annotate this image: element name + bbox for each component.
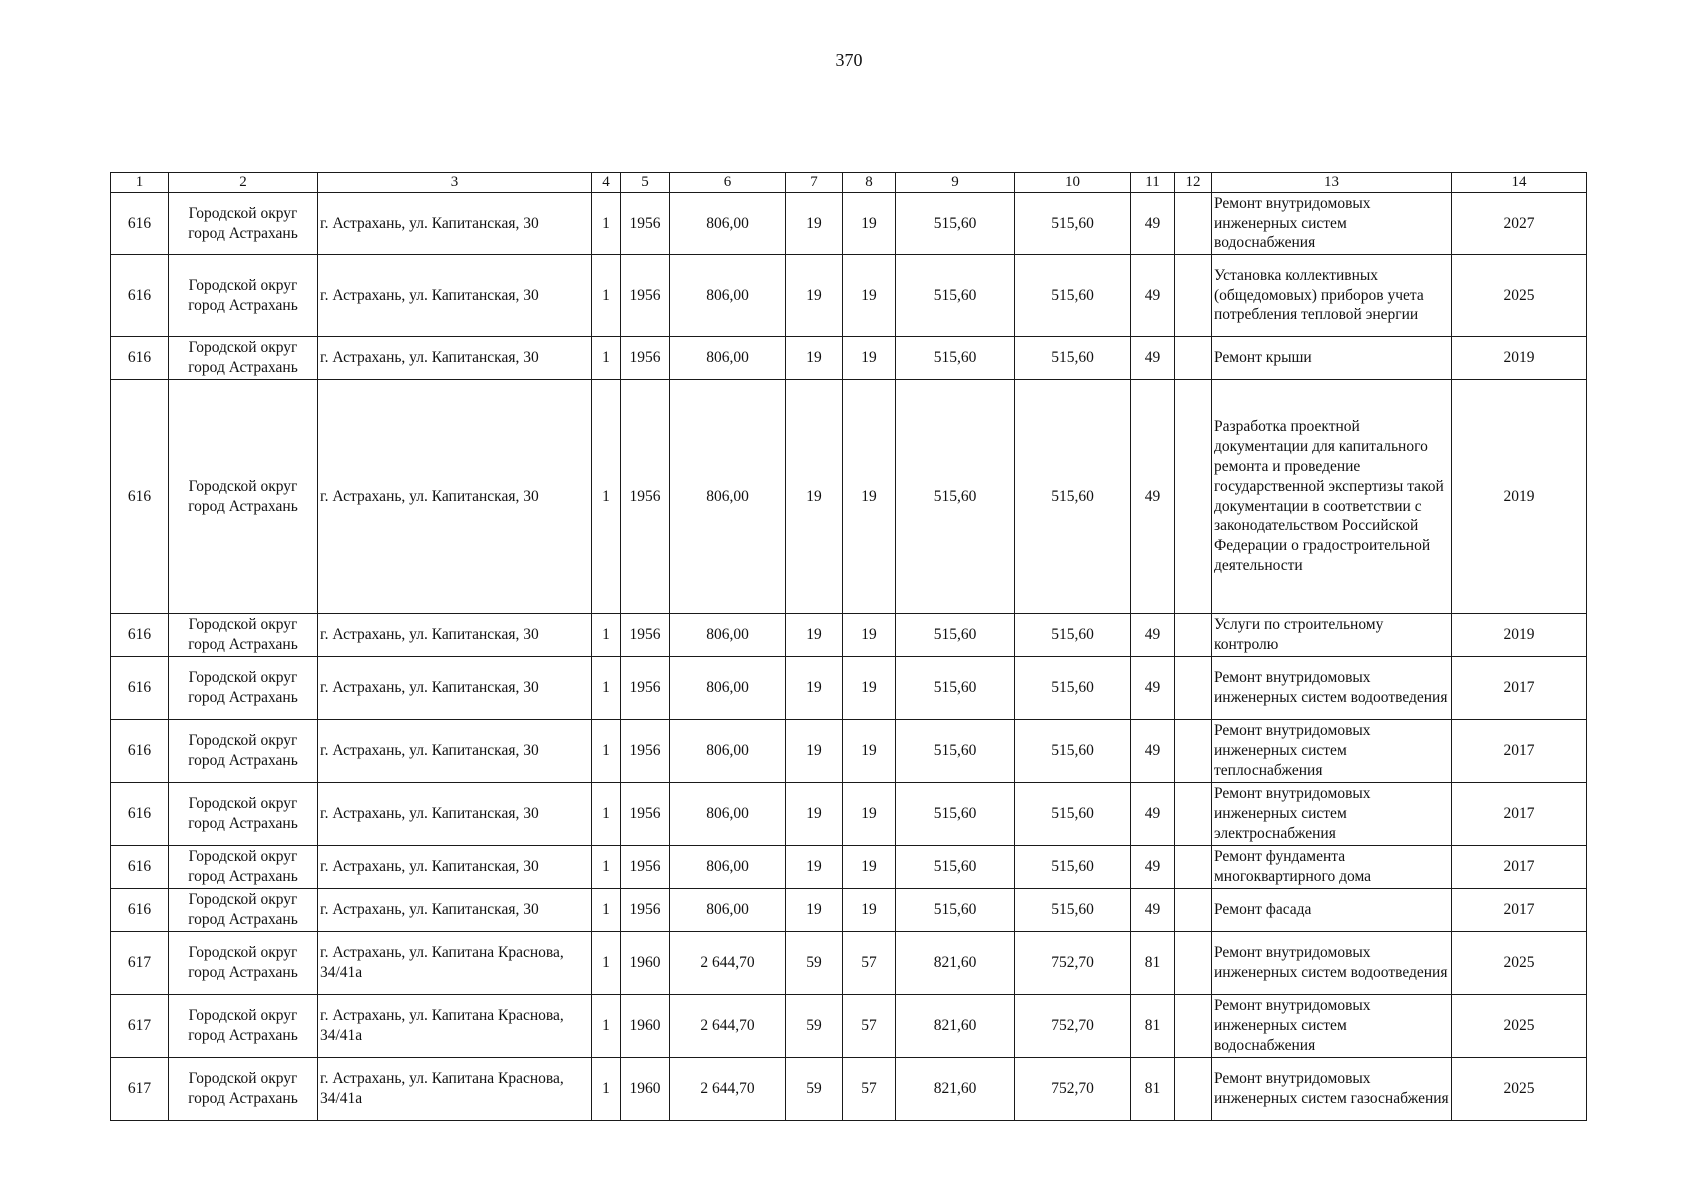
- cell-total-area: 806,00: [670, 720, 786, 783]
- cell-value-12: [1175, 380, 1212, 614]
- cell-house-count: 1: [592, 889, 621, 932]
- cell-total-area: 2 644,70: [670, 932, 786, 995]
- cell-municipality: Городской округ город Астрахань: [169, 846, 318, 889]
- cell-build-year: 1960: [621, 932, 670, 995]
- cell-work-type: Разработка проектной документации для капитального ремонта и проведение государственной экспертизы такой документации в соответствии с законодательством Российской Федерации о градостроительной деятельности: [1212, 380, 1452, 614]
- cell-value-7: 19: [786, 657, 843, 720]
- cell-area-10: 515,60: [1015, 614, 1131, 657]
- cell-municipality: Городской округ город Астрахань: [169, 995, 318, 1058]
- cell-value-7: 19: [786, 846, 843, 889]
- col-header-5: 5: [621, 173, 670, 193]
- cell-house-count: 1: [592, 995, 621, 1058]
- cell-municipality: Городской округ город Астрахань: [169, 380, 318, 614]
- cell-address: г. Астрахань, ул. Капитана Краснова, 34/41а: [318, 995, 592, 1058]
- cell-planned-year: 2017: [1452, 720, 1587, 783]
- cell-house-count: 1: [592, 932, 621, 995]
- cell-residents: 81: [1131, 1058, 1175, 1121]
- cell-address: г. Астрахань, ул. Капитана Краснова, 34/41а: [318, 1058, 592, 1121]
- cell-area-10: 515,60: [1015, 846, 1131, 889]
- table-row: [111, 783, 1587, 846]
- cell-value-12: [1175, 337, 1212, 380]
- page-number: 370: [835, 50, 863, 70]
- cell-municipality: Городской округ город Астрахань: [169, 614, 318, 657]
- cell-total-area: 2 644,70: [670, 1058, 786, 1121]
- cell-build-year: 1956: [621, 255, 670, 337]
- cell-residents: 49: [1131, 193, 1175, 255]
- table-row: [111, 932, 1587, 995]
- cell-address: г. Астрахань, ул. Капитана Краснова, 34/41а: [318, 932, 592, 995]
- cell-municipality: Городской округ город Астрахань: [169, 657, 318, 720]
- cell-value-12: [1175, 783, 1212, 846]
- cell-planned-year: 2017: [1452, 657, 1587, 720]
- cell-row-number: 616: [111, 193, 169, 255]
- cell-value-7: 59: [786, 1058, 843, 1121]
- table-row: [111, 889, 1587, 932]
- cell-house-count: 1: [592, 720, 621, 783]
- cell-work-type: Ремонт фундамента многоквартирного дома: [1212, 846, 1452, 889]
- cell-residents: 49: [1131, 783, 1175, 846]
- cell-value-7: 19: [786, 889, 843, 932]
- cell-row-number: 616: [111, 614, 169, 657]
- cell-address: г. Астрахань, ул. Капитанская, 30: [318, 614, 592, 657]
- cell-value-12: [1175, 720, 1212, 783]
- cell-value-7: 19: [786, 720, 843, 783]
- cell-area-10: 515,60: [1015, 889, 1131, 932]
- cell-value-7: 19: [786, 193, 843, 255]
- cell-municipality: Городской округ город Астрахань: [169, 193, 318, 255]
- cell-value-8: 57: [843, 932, 896, 995]
- cell-work-type: Ремонт внутридомовых инженерных систем газоснабжения: [1212, 1058, 1452, 1121]
- table-row: [111, 995, 1587, 1058]
- cell-municipality: Городской округ город Астрахань: [169, 783, 318, 846]
- header-row: [111, 173, 1587, 193]
- cell-area-9: 515,60: [896, 783, 1015, 846]
- cell-address: г. Астрахань, ул. Капитанская, 30: [318, 193, 592, 255]
- cell-value-8: 57: [843, 1058, 896, 1121]
- cell-area-9: 821,60: [896, 932, 1015, 995]
- cell-planned-year: 2025: [1452, 995, 1587, 1058]
- table-row: [111, 657, 1587, 720]
- cell-build-year: 1956: [621, 614, 670, 657]
- cell-area-9: 515,60: [896, 193, 1015, 255]
- cell-planned-year: 2019: [1452, 337, 1587, 380]
- cell-residents: 49: [1131, 380, 1175, 614]
- cell-total-area: 806,00: [670, 846, 786, 889]
- cell-planned-year: 2019: [1452, 614, 1587, 657]
- cell-value-7: 19: [786, 337, 843, 380]
- cell-address: г. Астрахань, ул. Капитанская, 30: [318, 889, 592, 932]
- cell-build-year: 1960: [621, 995, 670, 1058]
- cell-planned-year: 2017: [1452, 846, 1587, 889]
- cell-residents: 49: [1131, 889, 1175, 932]
- cell-address: г. Астрахань, ул. Капитанская, 30: [318, 783, 592, 846]
- cell-total-area: 806,00: [670, 380, 786, 614]
- cell-value-8: 19: [843, 614, 896, 657]
- cell-value-7: 59: [786, 932, 843, 995]
- cell-address: г. Астрахань, ул. Капитанская, 30: [318, 380, 592, 614]
- cell-residents: 49: [1131, 255, 1175, 337]
- table-row: [111, 255, 1587, 337]
- cell-area-9: 515,60: [896, 720, 1015, 783]
- cell-area-9: 515,60: [896, 614, 1015, 657]
- cell-value-8: 19: [843, 846, 896, 889]
- cell-value-8: 19: [843, 255, 896, 337]
- col-header-4: 4: [592, 173, 621, 193]
- col-header-12: 12: [1175, 173, 1212, 193]
- cell-value-7: 19: [786, 380, 843, 614]
- cell-value-7: 19: [786, 255, 843, 337]
- cell-area-9: 515,60: [896, 337, 1015, 380]
- cell-value-7: 19: [786, 783, 843, 846]
- cell-value-8: 19: [843, 783, 896, 846]
- col-header-8: 8: [843, 173, 896, 193]
- cell-value-8: 19: [843, 337, 896, 380]
- cell-row-number: 617: [111, 1058, 169, 1121]
- cell-residents: 81: [1131, 932, 1175, 995]
- cell-residents: 49: [1131, 657, 1175, 720]
- cell-area-10: 515,60: [1015, 337, 1131, 380]
- cell-address: г. Астрахань, ул. Капитанская, 30: [318, 720, 592, 783]
- col-header-9: 9: [896, 173, 1015, 193]
- cell-work-type: Ремонт внутридомовых инженерных систем электроснабжения: [1212, 783, 1452, 846]
- cell-residents: 49: [1131, 720, 1175, 783]
- cell-row-number: 616: [111, 720, 169, 783]
- cell-row-number: 617: [111, 932, 169, 995]
- cell-value-12: [1175, 889, 1212, 932]
- cell-total-area: 806,00: [670, 657, 786, 720]
- cell-address: г. Астрахань, ул. Капитанская, 30: [318, 846, 592, 889]
- cell-value-8: 57: [843, 995, 896, 1058]
- cell-value-12: [1175, 1058, 1212, 1121]
- cell-build-year: 1956: [621, 380, 670, 614]
- cell-row-number: 616: [111, 846, 169, 889]
- cell-house-count: 1: [592, 380, 621, 614]
- cell-planned-year: 2017: [1452, 889, 1587, 932]
- cell-residents: 49: [1131, 846, 1175, 889]
- col-header-11: 11: [1131, 173, 1175, 193]
- cell-build-year: 1960: [621, 1058, 670, 1121]
- cell-house-count: 1: [592, 1058, 621, 1121]
- cell-address: г. Астрахань, ул. Капитанская, 30: [318, 657, 592, 720]
- cell-row-number: 616: [111, 889, 169, 932]
- cell-total-area: 806,00: [670, 614, 786, 657]
- cell-address: г. Астрахань, ул. Капитанская, 30: [318, 337, 592, 380]
- cell-area-9: 515,60: [896, 889, 1015, 932]
- cell-municipality: Городской округ город Астрахань: [169, 255, 318, 337]
- cell-area-10: 515,60: [1015, 657, 1131, 720]
- col-header-2: 2: [169, 173, 318, 193]
- cell-work-type: Ремонт внутридомовых инженерных систем водоотведения: [1212, 657, 1452, 720]
- cell-row-number: 616: [111, 783, 169, 846]
- cell-area-10: 515,60: [1015, 193, 1131, 255]
- cell-work-type: Ремонт внутридомовых инженерных систем водоснабжения: [1212, 193, 1452, 255]
- cell-total-area: 806,00: [670, 193, 786, 255]
- cell-area-9: 821,60: [896, 1058, 1015, 1121]
- cell-value-8: 19: [843, 720, 896, 783]
- cell-house-count: 1: [592, 255, 621, 337]
- cell-work-type: Установка коллективных (общедомовых) приборов учета потребления тепловой энергии: [1212, 255, 1452, 337]
- cell-work-type: Ремонт внутридомовых инженерных систем теплоснабжения: [1212, 720, 1452, 783]
- cell-total-area: 806,00: [670, 783, 786, 846]
- cell-municipality: Городской округ город Астрахань: [169, 720, 318, 783]
- cell-address: г. Астрахань, ул. Капитанская, 30: [318, 255, 592, 337]
- table-row: [111, 337, 1587, 380]
- cell-planned-year: 2025: [1452, 1058, 1587, 1121]
- cell-total-area: 2 644,70: [670, 995, 786, 1058]
- table-row: [111, 1058, 1587, 1121]
- cell-house-count: 1: [592, 614, 621, 657]
- cell-total-area: 806,00: [670, 255, 786, 337]
- table-row: [111, 614, 1587, 657]
- col-header-10: 10: [1015, 173, 1131, 193]
- cell-value-7: 59: [786, 995, 843, 1058]
- cell-build-year: 1956: [621, 783, 670, 846]
- cell-area-10: 752,70: [1015, 1058, 1131, 1121]
- cell-work-type: Ремонт фасада: [1212, 889, 1452, 932]
- table-body: [111, 193, 1587, 1121]
- cell-value-12: [1175, 193, 1212, 255]
- cell-planned-year: 2025: [1452, 932, 1587, 995]
- cell-build-year: 1956: [621, 846, 670, 889]
- cell-build-year: 1956: [621, 657, 670, 720]
- cell-planned-year: 2019: [1452, 380, 1587, 614]
- cell-residents: 49: [1131, 337, 1175, 380]
- cell-area-9: 515,60: [896, 380, 1015, 614]
- cell-work-type: Услуги по строительному контролю: [1212, 614, 1452, 657]
- cell-municipality: Городской округ город Астрахань: [169, 337, 318, 380]
- cell-house-count: 1: [592, 846, 621, 889]
- col-header-6: 6: [670, 173, 786, 193]
- cell-residents: 81: [1131, 995, 1175, 1058]
- cell-planned-year: 2027: [1452, 193, 1587, 255]
- cell-value-12: [1175, 846, 1212, 889]
- cell-work-type: Ремонт внутридомовых инженерных систем водоснабжения: [1212, 995, 1452, 1058]
- table-row: [111, 193, 1587, 255]
- cell-row-number: 616: [111, 380, 169, 614]
- cell-house-count: 1: [592, 657, 621, 720]
- cell-build-year: 1956: [621, 337, 670, 380]
- cell-area-10: 752,70: [1015, 995, 1131, 1058]
- cell-total-area: 806,00: [670, 889, 786, 932]
- col-header-13: 13: [1212, 173, 1452, 193]
- cell-row-number: 616: [111, 657, 169, 720]
- cell-area-10: 515,60: [1015, 720, 1131, 783]
- cell-house-count: 1: [592, 337, 621, 380]
- cell-area-10: 515,60: [1015, 255, 1131, 337]
- cell-area-10: 515,60: [1015, 783, 1131, 846]
- cell-value-8: 19: [843, 380, 896, 614]
- cell-value-8: 19: [843, 889, 896, 932]
- cell-house-count: 1: [592, 193, 621, 255]
- col-header-7: 7: [786, 173, 843, 193]
- cell-build-year: 1956: [621, 720, 670, 783]
- cell-work-type: Ремонт внутридомовых инженерных систем водоотведения: [1212, 932, 1452, 995]
- cell-build-year: 1956: [621, 193, 670, 255]
- cell-value-12: [1175, 932, 1212, 995]
- cell-value-12: [1175, 657, 1212, 720]
- cell-planned-year: 2017: [1452, 783, 1587, 846]
- cell-area-10: 515,60: [1015, 380, 1131, 614]
- cell-value-12: [1175, 255, 1212, 337]
- repair-program-table: [110, 172, 1587, 1121]
- cell-area-9: 515,60: [896, 255, 1015, 337]
- col-header-3: 3: [318, 173, 592, 193]
- cell-row-number: 617: [111, 995, 169, 1058]
- cell-row-number: 616: [111, 337, 169, 380]
- table-row: [111, 846, 1587, 889]
- cell-area-9: 821,60: [896, 995, 1015, 1058]
- cell-value-8: 19: [843, 193, 896, 255]
- cell-house-count: 1: [592, 783, 621, 846]
- cell-area-9: 515,60: [896, 846, 1015, 889]
- cell-value-12: [1175, 995, 1212, 1058]
- cell-area-9: 515,60: [896, 657, 1015, 720]
- cell-area-10: 752,70: [1015, 932, 1131, 995]
- table-row: [111, 720, 1587, 783]
- cell-residents: 49: [1131, 614, 1175, 657]
- cell-municipality: Городской округ город Астрахань: [169, 889, 318, 932]
- col-header-1: 1: [111, 173, 169, 193]
- cell-planned-year: 2025: [1452, 255, 1587, 337]
- cell-total-area: 806,00: [670, 337, 786, 380]
- cell-row-number: 616: [111, 255, 169, 337]
- table-row: [111, 380, 1587, 614]
- cell-municipality: Городской округ город Астрахань: [169, 932, 318, 995]
- col-header-14: 14: [1452, 173, 1587, 193]
- cell-work-type: Ремонт крыши: [1212, 337, 1452, 380]
- cell-municipality: Городской округ город Астрахань: [169, 1058, 318, 1121]
- cell-build-year: 1956: [621, 889, 670, 932]
- cell-value-8: 19: [843, 657, 896, 720]
- cell-value-12: [1175, 614, 1212, 657]
- cell-value-7: 19: [786, 614, 843, 657]
